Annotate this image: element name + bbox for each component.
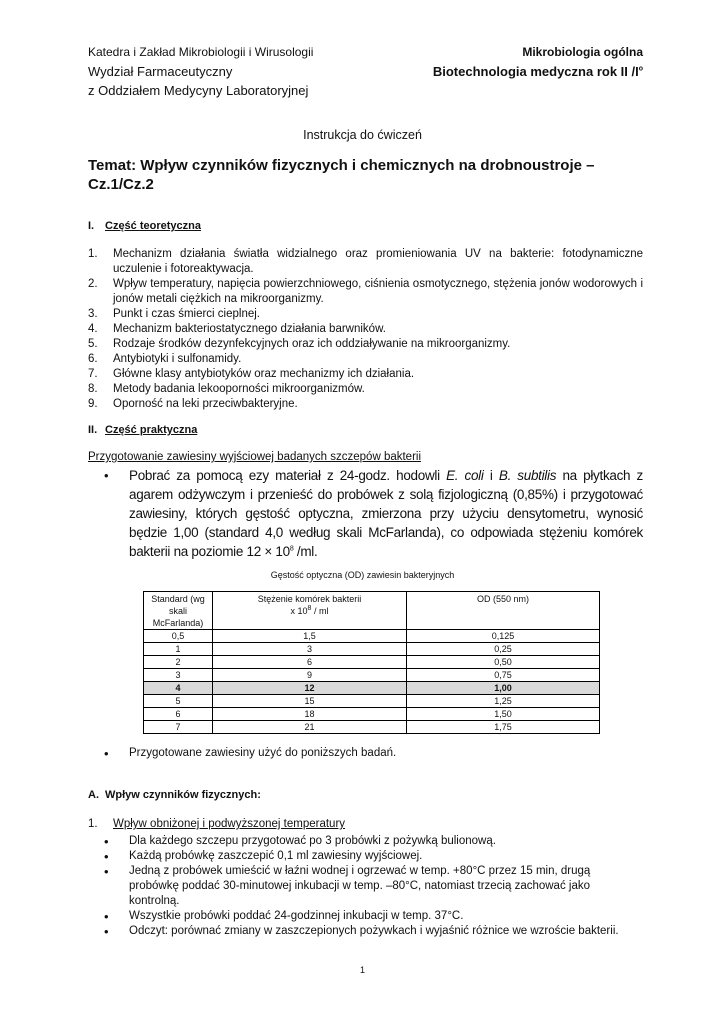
table-cell: 12: [213, 682, 407, 695]
table-row: [144, 708, 600, 721]
table-cell: 9: [213, 669, 407, 682]
table-cell: 21: [213, 721, 407, 734]
list-item: 9. Oporność na leki przeciwbakteryjne.: [88, 398, 298, 410]
list-item: 6. Antybiotyki i sulfonamidy.: [88, 353, 242, 365]
table-cell: 1,00: [407, 682, 600, 695]
table-cell: 1,50: [407, 708, 600, 721]
table-cell: 1: [144, 643, 213, 656]
table-row: [144, 695, 600, 708]
header-course: Mikrobiologia ogólna: [522, 45, 643, 59]
table-cell: 4: [144, 682, 213, 695]
table-row: [144, 669, 600, 682]
table-cell: 0,125: [407, 630, 600, 643]
bullet-icon: •: [104, 468, 109, 483]
list-item: 4. Mechanizm bakteriostatycznego działania barwników.: [88, 323, 386, 335]
table-cell: 1,25: [407, 695, 600, 708]
bullet-icon: •: [104, 834, 109, 849]
bullet-icon: •: [104, 909, 109, 924]
suspension-paragraph: • Pobrać za pomocą ezy materiał z 24-godz. hodowli E. coli i B. subtilis na płytkach z agarem odżywczym i przenieść do probówek z solą fizjologiczną (0,85%) i przygotować zawiesiny, których gęstość optyczna, zmierzona przy użyciu densytometru, wynosić będzie 1,00 (standard 4,0 według skali McFarlanda), co odpowiada stężeniu komórek bakterii na poziomie $12 \times 10^8$ /ml.: [104, 468, 643, 559]
bullet-icon: •: [104, 864, 109, 879]
list-item: 1. Mechanizm działania światła widzialnego oraz promieniowania UV na bakterie: fotodynamiczne uczulenie i fotoreaktywacja.: [88, 248, 643, 275]
header-year: Biotechnologia medyczna rok II $/I^o$: [432, 64, 643, 79]
list-item: [104, 909, 643, 924]
bullet-icon: •: [104, 849, 109, 864]
bullet-text: Jedną z probówek umieścić w łaźni wodnej i ogrzewać w temp. +80°C przez 15 min, drugą probówkę poddać 30-minutowej inkubacji w temp. –80°C, natomiast trzecią zachować jako kontrolną.: [129, 865, 591, 907]
header-standard: Standard (wg skali McFarlanda): [144, 592, 213, 630]
temperature-steps: [104, 834, 643, 939]
header: [88, 43, 643, 100]
list-item: 7. Główne klasy antybiotyków oraz mechanizmy ich działania.: [88, 368, 415, 380]
table-cell: 0,50: [407, 656, 600, 669]
table-cell: 5: [144, 695, 213, 708]
list-item: 3. Punkt i czas śmierci cieplnej.: [88, 308, 260, 320]
page-title: Temat: Wpływ czynników fizycznych i chemicznych na drobnoustroje – Cz.1/Cz.2: [88, 157, 595, 193]
bullet-text: Każdą probówkę zaszczepić 0,1 ml zawiesiny wyjściowej.: [129, 850, 423, 862]
table-row: [144, 656, 600, 669]
table-cell: 1,75: [407, 721, 600, 734]
table-row: [144, 682, 600, 695]
bullet-text: Odczyt: porównać zmiany w zaszczepionych pożywkach i wyjaśnić różnice we wzroście bakterii.: [129, 925, 619, 937]
table-cell: 3: [144, 669, 213, 682]
table-row: [144, 630, 600, 643]
table-cell: 0,25: [407, 643, 600, 656]
after-table-bullet: • Przygotowane zawiesiny użyć do poniższych badań.: [104, 746, 397, 761]
list-item: [104, 864, 643, 909]
header-right: [433, 43, 643, 100]
section-2-heading: II. Część praktyczna: [88, 424, 198, 436]
header-od: OD (550 nm): [407, 592, 600, 630]
section-1-heading: I. Część teoretyczna: [88, 220, 201, 232]
table-cell: 2: [144, 656, 213, 669]
doc-type: Instrukcja do ćwiczeń: [303, 128, 422, 142]
list-item: 2. Wpływ temperatury, napięcia powierzchniowego, ciśnienia osmotycznego, stężenia jonów wodorowych i jonów metali ciężkich na mikroorganizmy.: [88, 278, 643, 305]
header-left: [88, 43, 313, 100]
list-item: [104, 849, 643, 864]
mcfarland-table: [143, 591, 600, 734]
theory-list: [88, 247, 643, 412]
list-item: 5. Rodzaje środków dezynfekcyjnych oraz ich oddziaływanie na mikroorganizmy.: [88, 338, 511, 350]
table-row: [144, 721, 600, 734]
header-concentration: Stężenie komórek bakterii x $10^8$ / ml: [213, 592, 407, 630]
page-number: 1: [359, 965, 365, 975]
subsection-1-heading: 1. Wpływ obniżonej i podwyższonej temperatury: [88, 818, 346, 830]
bullet-icon: •: [104, 746, 109, 761]
bullet-icon: •: [104, 924, 109, 939]
header-faculty: Wydział Farmaceutyczny: [88, 64, 233, 79]
table-cell: 6: [144, 708, 213, 721]
table-cell: 3: [213, 643, 407, 656]
header-faculty-sub: z Oddziałem Medycyny Laboratoryjnej: [88, 83, 309, 98]
subheading-suspension: Przygotowanie zawiesiny wyjściowej badanych szczepów bakterii: [88, 451, 422, 463]
table-caption: Gęstość optyczna (OD) zawiesin bakteryjnych: [270, 570, 455, 580]
table-cell: 0,75: [407, 669, 600, 682]
list-item: [104, 924, 643, 939]
table-cell: 15: [213, 695, 407, 708]
section-a-heading: A. Wpływ czynników fizycznych:: [88, 789, 261, 801]
bullet-text: Wszystkie probówki poddać 24-godzinnej inkubacji w temp. 37°C.: [129, 910, 464, 922]
table-cell: 0,5: [144, 630, 213, 643]
table-cell: 6: [213, 656, 407, 669]
table-cell: 1,5: [213, 630, 407, 643]
table-row: [144, 643, 600, 656]
header-department: Katedra i Zakład Mikrobiologii i Wirusologii: [88, 45, 314, 59]
list-item: [104, 834, 643, 849]
table-cell: 18: [213, 708, 407, 721]
table-cell: 7: [144, 721, 213, 734]
bullet-text: Dla każdego szczepu przygotować po 3 probówki z pożywką bulionową.: [129, 835, 496, 847]
table-header-row: [144, 592, 600, 630]
list-item: 8. Metody badania lekooporności mikroorganizmów.: [88, 383, 365, 395]
